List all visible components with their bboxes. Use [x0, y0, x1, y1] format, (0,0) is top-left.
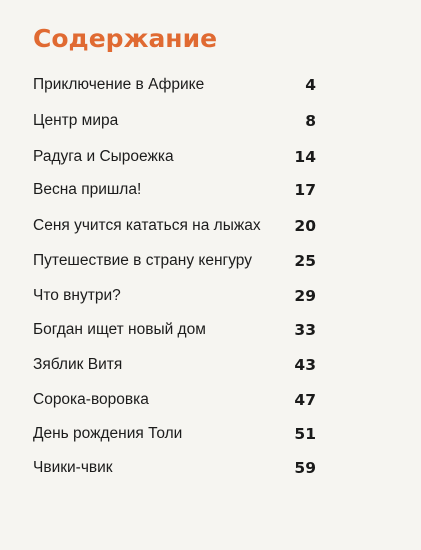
toc-entry: [33, 178, 316, 202]
toc-entry: [33, 422, 316, 446]
toc-entry-title: Сеня учится кататься на лыжах: [33, 217, 261, 234]
toc-entry: [33, 284, 316, 308]
toc-entry: [33, 73, 316, 97]
toc-entry-page: 20: [294, 217, 316, 235]
toc-entry-page: 43: [294, 356, 316, 374]
toc-entry-page: 59: [294, 459, 316, 477]
toc-entry: [33, 456, 316, 480]
toc-entry-page: 29: [294, 287, 316, 305]
toc-entry-page: 25: [294, 252, 316, 270]
toc-entry: [33, 249, 316, 273]
toc-entry-title: Зяблик Витя: [33, 356, 123, 373]
toc-entry: [33, 109, 316, 133]
toc-entry-page: 33: [294, 321, 316, 339]
toc-entry: [33, 145, 316, 169]
toc-entry-title: Приключение в Африке: [33, 76, 205, 93]
toc-entry-title: Центр мира: [33, 112, 119, 129]
toc-entry: [33, 214, 316, 238]
toc-entry-title: Что внутри?: [33, 287, 121, 304]
toc-entry: [33, 353, 316, 377]
toc-entry: [33, 388, 316, 412]
toc-entry-page: 51: [294, 425, 316, 443]
toc-heading: Содержание: [33, 24, 218, 53]
toc-entry-page: 14: [294, 148, 316, 166]
toc-entry-page: 47: [294, 391, 316, 409]
toc-entry-page: 8: [305, 112, 316, 130]
toc-entry-page: 4: [305, 76, 316, 94]
toc-entry-title: Сорока-воровка: [33, 391, 149, 408]
toc-entry-title: Радуга и Сыроежка: [33, 148, 174, 165]
toc-entry: [33, 318, 316, 342]
toc-entry-title: Чвики-чвик: [33, 459, 113, 476]
toc-entry-title: Весна пришла!: [33, 181, 142, 198]
toc-entry-title: Богдан ищет новый дом: [33, 321, 206, 338]
toc-entry-page: 17: [294, 181, 316, 199]
toc-entry-title: Путешествие в страну кенгуру: [33, 252, 252, 269]
toc-entry-title: День рождения Толи: [33, 425, 183, 442]
